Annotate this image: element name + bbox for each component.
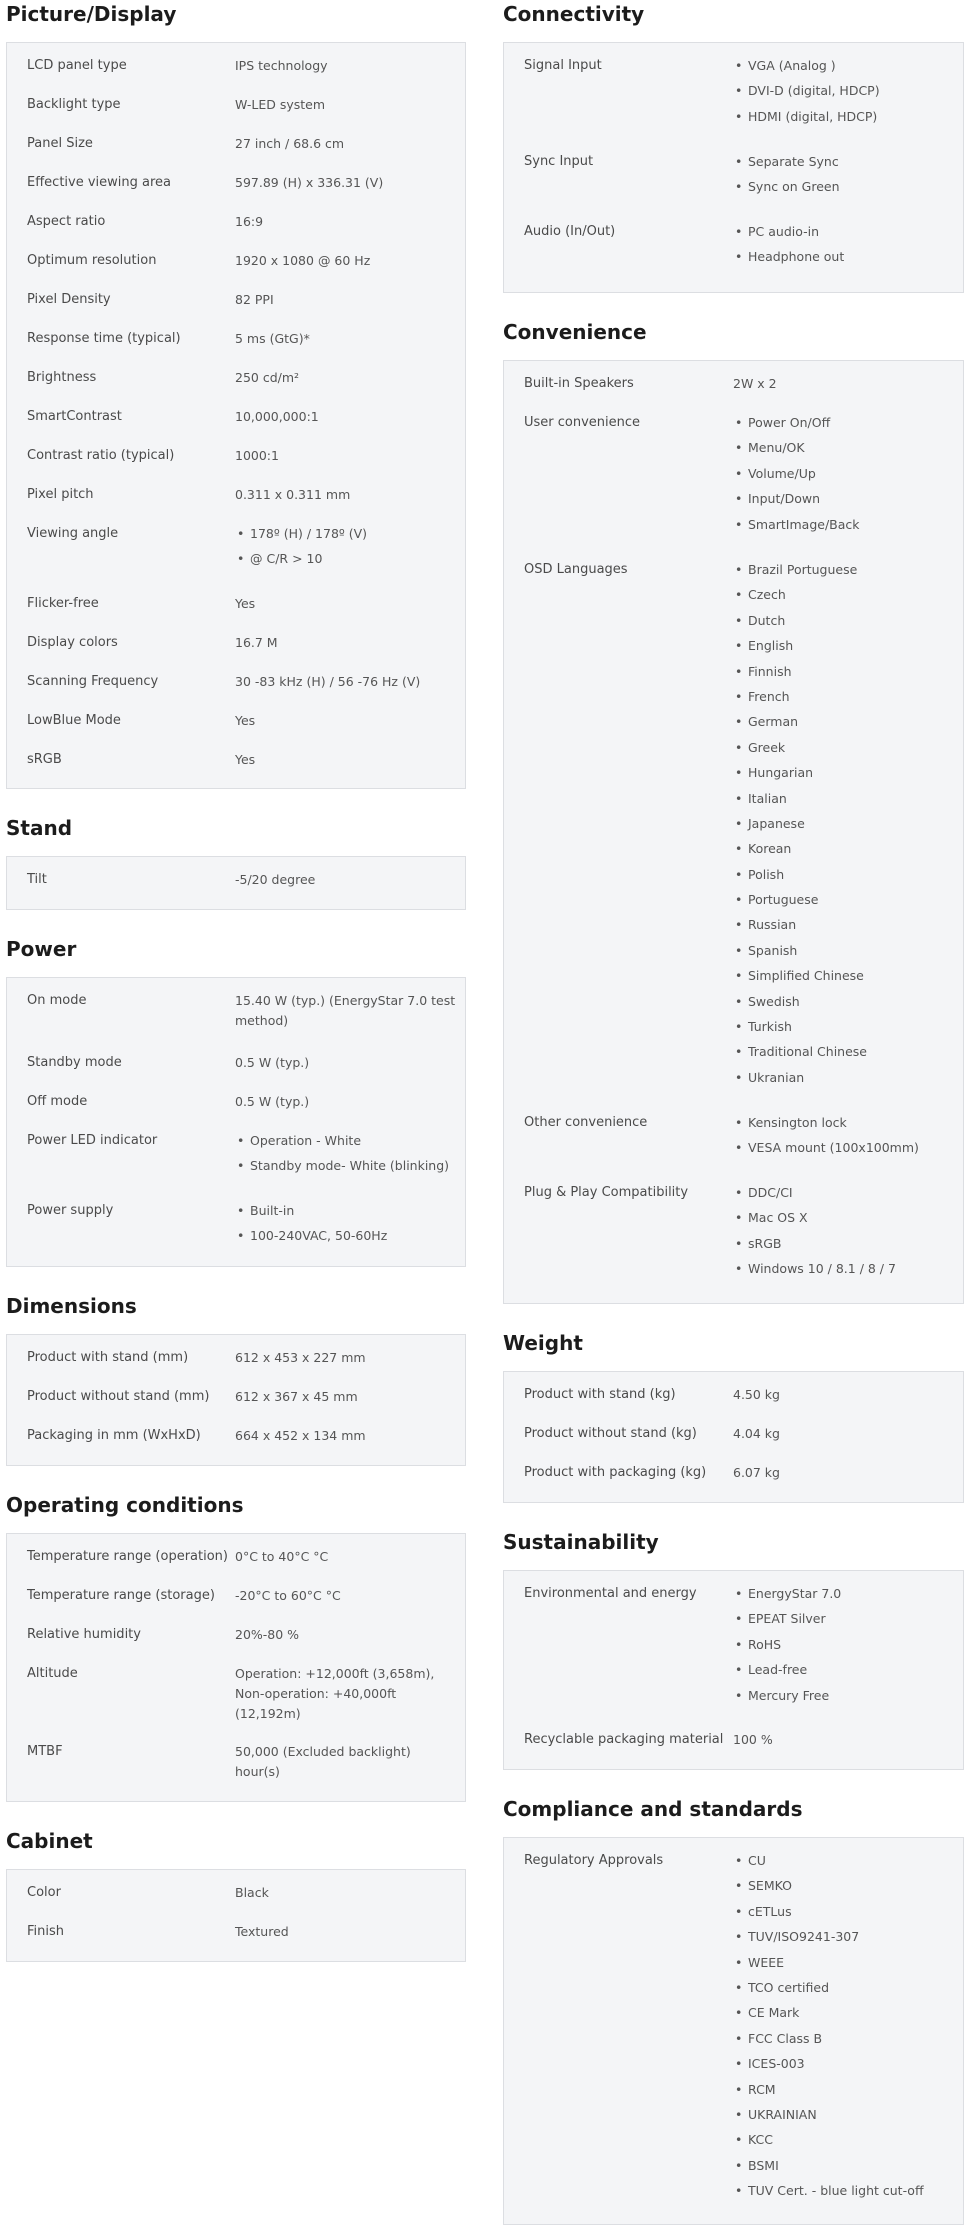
spec-label: Temperature range (operation): [27, 1549, 228, 1564]
spec-value-bullet: • Greek: [733, 738, 955, 763]
spec-label: Built-in Speakers: [524, 376, 634, 391]
spec-value-bullet: • Spanish: [733, 941, 955, 966]
spec-value-bullet: • Ukranian: [733, 1068, 955, 1093]
section-title-dimensions: Dimensions: [6, 1294, 137, 1318]
spec-label: LCD panel type: [27, 58, 127, 73]
spec-label: Flicker-free: [27, 596, 99, 611]
spec-value-text: 16:9: [235, 214, 264, 229]
spec-label: Display colors: [27, 635, 118, 650]
spec-value-bullet: • cETLus: [733, 1902, 955, 1927]
spec-value: [733, 1584, 955, 1711]
spec-value-bullet: • @ C/R > 10: [235, 549, 457, 574]
spec-value: [733, 1463, 955, 1488]
spec-table-dimensions: [6, 1334, 466, 1466]
spec-label: User convenience: [524, 415, 641, 430]
spec-value-bullet: • VGA (Analog ): [733, 56, 955, 81]
spec-value-bullet: • Hungarian: [733, 763, 955, 788]
spec-label: Panel Size: [27, 136, 93, 151]
spec-value: [235, 329, 457, 354]
spec-value: [235, 368, 457, 393]
spec-label: Temperature range (storage): [27, 1588, 215, 1603]
spec-value-bullet: • Kensington lock: [733, 1113, 955, 1138]
spec-value-text: 0°C to 40°C °C: [235, 1549, 329, 1564]
spec-value-bullet: • Input/Down: [733, 489, 955, 514]
spec-value-bullet: • French: [733, 687, 955, 712]
spec-value: [235, 407, 457, 432]
spec-label: Viewing angle: [27, 526, 119, 541]
spec-value: [733, 560, 955, 1093]
spec-value-bullet: • Turkish: [733, 1017, 955, 1042]
spec-value-bullet: • TCO certified: [733, 1978, 955, 2003]
spec-value: [235, 711, 457, 736]
spec-value-bullet: • Czech: [733, 585, 955, 610]
spec-table-compliance: [503, 1837, 964, 2225]
spec-value: [235, 870, 457, 895]
spec-label: Backlight type: [27, 97, 121, 112]
spec-label: Product without stand (mm): [27, 1389, 210, 1404]
spec-value-bullet: • WEEE: [733, 1953, 955, 1978]
spec-value-bullet: • Mac OS X: [733, 1208, 955, 1233]
spec-value: [235, 524, 457, 575]
spec-value-bullet: • RoHS: [733, 1635, 955, 1660]
spec-value-bullet: • Lead-free: [733, 1660, 955, 1685]
spec-value: [235, 134, 457, 159]
spec-value-bullet: • Dutch: [733, 611, 955, 636]
spec-value-bullet: • sRGB: [733, 1234, 955, 1259]
section-title-compliance: Compliance and standards: [503, 1797, 803, 1821]
spec-value-bullet: • HDMI (digital, HDCP): [733, 107, 955, 132]
spec-value-text: 100 %: [733, 1732, 773, 1747]
spec-label: Sync Input: [524, 154, 594, 169]
section-title-sustainability: Sustainability: [503, 1530, 659, 1554]
spec-value-text: 5 ms (GtG)*: [235, 331, 310, 346]
spec-value-bullet: • Headphone out: [733, 247, 955, 272]
spec-value-bullet: • German: [733, 712, 955, 737]
spec-label: Off mode: [27, 1094, 88, 1109]
spec-value-bullet: • Power On/Off: [733, 413, 955, 438]
spec-table-stand: [6, 856, 466, 910]
section-title-operating: Operating conditions: [6, 1493, 244, 1517]
spec-value-bullet: • TUV/ISO9241-307: [733, 1927, 955, 1952]
section-title-weight: Weight: [503, 1331, 583, 1355]
spec-value-text: 250 cd/m²: [235, 370, 300, 385]
spec-value: [733, 1730, 955, 1755]
spec-value: [235, 485, 457, 510]
spec-label: Power supply: [27, 1203, 114, 1218]
spec-label: Pixel pitch: [27, 487, 94, 502]
spec-value-bullet: • Volume/Up: [733, 464, 955, 489]
spec-value-text: -5/20 degree: [235, 872, 316, 887]
spec-label: Pixel Density: [27, 292, 111, 307]
spec-value: [733, 1424, 955, 1449]
spec-label: Altitude: [27, 1666, 78, 1681]
spec-value-bullet: • English: [733, 636, 955, 661]
spec-value-text: 15.40 W (typ.) (EnergyStar 7.0 test method): [235, 993, 456, 1028]
spec-value-text: 0.5 W (typ.): [235, 1094, 310, 1109]
spec-value-bullet: • Italian: [733, 789, 955, 814]
spec-value-bullet: • KCC: [733, 2130, 955, 2155]
spec-value-text: 82 PPI: [235, 292, 274, 307]
spec-value: [733, 413, 955, 540]
spec-value: [733, 222, 955, 273]
spec-value-text: 2W x 2: [733, 376, 777, 391]
spec-label: Relative humidity: [27, 1627, 141, 1642]
section-title-cabinet: Cabinet: [6, 1829, 93, 1853]
spec-value: [235, 1387, 457, 1412]
spec-value-bullet: • DVI-D (digital, HDCP): [733, 81, 955, 106]
spec-value-text: 20%-80 %: [235, 1627, 300, 1642]
spec-value-text: 1000:1: [235, 448, 279, 463]
spec-value-bullet: • RCM: [733, 2080, 955, 2105]
spec-value: [235, 251, 457, 276]
spec-value-text: 0.5 W (typ.): [235, 1055, 310, 1070]
section-title-convenience: Convenience: [503, 320, 647, 344]
spec-value-bullet: • PC audio-in: [733, 222, 955, 247]
spec-value-bullet: • Simplified Chinese: [733, 966, 955, 991]
spec-value-bullet: • Russian: [733, 915, 955, 940]
spec-label: Optimum resolution: [27, 253, 157, 268]
spec-value-bullet: • Mercury Free: [733, 1686, 955, 1711]
spec-value-bullet: • Sync on Green: [733, 177, 955, 202]
spec-label: Brightness: [27, 370, 97, 385]
spec-value: [235, 1922, 457, 1947]
spec-value: [235, 446, 457, 471]
spec-value-text: -20°C to 60°C °C: [235, 1588, 341, 1603]
spec-value-text: W-LED system: [235, 97, 326, 112]
spec-value-bullet: • Windows 10 / 8.1 / 8 / 7: [733, 1259, 955, 1284]
spec-value-text: 10,000,000:1: [235, 409, 319, 424]
spec-value: [733, 56, 955, 132]
spec-label: Standby mode: [27, 1055, 122, 1070]
spec-value-bullet: • DDC/CI: [733, 1183, 955, 1208]
spec-value-text: Textured: [235, 1924, 289, 1939]
spec-value-text: 6.07 kg: [733, 1465, 780, 1480]
spec-value: [235, 173, 457, 198]
section-title-connectivity: Connectivity: [503, 2, 645, 26]
spec-value: [235, 1625, 457, 1650]
spec-table-connectivity: [503, 42, 964, 293]
spec-value-bullet: • CU: [733, 1851, 955, 1876]
section-title-stand: Stand: [6, 816, 73, 840]
spec-value: [235, 1742, 457, 1782]
spec-value: [235, 212, 457, 237]
spec-value-bullet: • SmartImage/Back: [733, 515, 955, 540]
section-title-picture: Picture/Display: [6, 2, 177, 26]
spec-value: [235, 991, 457, 1031]
spec-value: [235, 1426, 457, 1451]
spec-label: MTBF: [27, 1744, 63, 1759]
spec-value-bullet: • Traditional Chinese: [733, 1042, 955, 1067]
spec-table-picture: [6, 42, 466, 789]
spec-value-bullet: • Separate Sync: [733, 152, 955, 177]
spec-value: [733, 1183, 955, 1285]
spec-value-bullet: • Menu/OK: [733, 438, 955, 463]
spec-label: Contrast ratio (typical): [27, 448, 175, 463]
spec-value-bullet: • TUV Cert. - blue light cut-off: [733, 2181, 955, 2206]
spec-value: [733, 1385, 955, 1410]
spec-value-bullet: • Finnish: [733, 662, 955, 687]
spec-value: [733, 1851, 955, 2206]
spec-label: Effective viewing area: [27, 175, 172, 190]
spec-label: Aspect ratio: [27, 214, 106, 229]
spec-value-text: 30 -83 kHz (H) / 56 -76 Hz (V): [235, 674, 421, 689]
spec-value-text: Yes: [235, 713, 256, 728]
spec-value: [235, 1664, 457, 1724]
spec-label: sRGB: [27, 752, 62, 767]
spec-label: Other convenience: [524, 1115, 648, 1130]
spec-label: Tilt: [27, 872, 47, 887]
spec-value-bullet: • 178º (H) / 178º (V): [235, 524, 457, 549]
spec-value-bullet: • UKRAINIAN: [733, 2105, 955, 2130]
spec-label: Regulatory Approvals: [524, 1853, 664, 1868]
spec-value-text: IPS technology: [235, 58, 328, 73]
spec-value: [235, 1053, 457, 1078]
spec-value-text: Black: [235, 1885, 269, 1900]
spec-value-bullet: • VESA mount (100x100mm): [733, 1138, 955, 1163]
section-title-power: Power: [6, 937, 77, 961]
spec-value-bullet: • FCC Class B: [733, 2029, 955, 2054]
spec-value-text: Operation: +12,000ft (3,658m), Non-operation: +40,000ft (12,192m): [235, 1666, 435, 1721]
spec-label: Product with stand (mm): [27, 1350, 189, 1365]
spec-table-convenience: [503, 360, 964, 1304]
spec-table-cabinet: [6, 1869, 466, 1962]
spec-value-bullet: • Built-in: [235, 1201, 457, 1226]
spec-label: SmartContrast: [27, 409, 122, 424]
spec-value: [235, 1547, 457, 1572]
spec-label: Plug & Play Compatibility: [524, 1185, 689, 1200]
spec-value: [733, 1113, 955, 1164]
spec-label: Packaging in mm (WxHxD): [27, 1428, 201, 1443]
spec-value: [235, 290, 457, 315]
spec-value: [235, 672, 457, 697]
spec-table-operating: [6, 1533, 466, 1802]
spec-value-bullet: • CE Mark: [733, 2003, 955, 2028]
spec-value-text: 0.311 x 0.311 mm: [235, 487, 351, 502]
spec-value: [235, 1131, 457, 1182]
spec-value-text: 664 x 452 x 134 mm: [235, 1428, 366, 1443]
spec-value-text: 1920 x 1080 @ 60 Hz: [235, 253, 371, 268]
spec-table-power: [6, 977, 466, 1267]
spec-value: [235, 594, 457, 619]
spec-value-text: Yes: [235, 596, 256, 611]
spec-label: Color: [27, 1885, 61, 1900]
spec-value-bullet: • Brazil Portuguese: [733, 560, 955, 585]
spec-value-bullet: • EnergyStar 7.0: [733, 1584, 955, 1609]
spec-value: [235, 56, 457, 81]
spec-value-bullet: • Portuguese: [733, 890, 955, 915]
spec-value-text: 597.89 (H) x 336.31 (V): [235, 175, 384, 190]
spec-value: [235, 1201, 457, 1252]
spec-value: [235, 1348, 457, 1373]
spec-value: [235, 1092, 457, 1117]
spec-value-bullet: • EPEAT Silver: [733, 1609, 955, 1634]
spec-value: [235, 95, 457, 120]
spec-label: OSD Languages: [524, 562, 628, 577]
spec-value-bullet: • Standby mode- White (blinking): [235, 1156, 457, 1181]
spec-value: [733, 152, 955, 203]
spec-label: Audio (In/Out): [524, 224, 616, 239]
spec-label: Recyclable packaging material: [524, 1732, 724, 1747]
spec-label: Finish: [27, 1924, 65, 1939]
spec-value: [235, 1586, 457, 1611]
spec-value-text: 4.50 kg: [733, 1387, 780, 1402]
spec-value-bullet: • BSMI: [733, 2156, 955, 2181]
spec-value: [235, 1883, 457, 1908]
spec-value-bullet: • Korean: [733, 839, 955, 864]
spec-label: Product without stand (kg): [524, 1426, 697, 1441]
spec-value-text: 612 x 367 x 45 mm: [235, 1389, 358, 1404]
spec-value-bullet: • Swedish: [733, 992, 955, 1017]
spec-value-text: 4.04 kg: [733, 1426, 780, 1441]
spec-value-text: Yes: [235, 752, 256, 767]
spec-label: Product with packaging (kg): [524, 1465, 707, 1480]
spec-label: Product with stand (kg): [524, 1387, 676, 1402]
spec-label: Scanning Frequency: [27, 674, 159, 689]
spec-table-weight: [503, 1371, 964, 1503]
spec-label: LowBlue Mode: [27, 713, 121, 728]
spec-table-sustainability: [503, 1570, 964, 1770]
spec-label: Response time (typical): [27, 331, 181, 346]
spec-label: Signal Input: [524, 58, 602, 73]
spec-value-bullet: • SEMKO: [733, 1876, 955, 1901]
spec-label: Environmental and energy: [524, 1586, 697, 1601]
spec-label: On mode: [27, 993, 87, 1008]
spec-value-bullet: • Japanese: [733, 814, 955, 839]
spec-value-bullet: • Operation - White: [235, 1131, 457, 1156]
spec-value-text: 16.7 M: [235, 635, 278, 650]
spec-label: Power LED indicator: [27, 1133, 158, 1148]
spec-value-bullet: • 100-240VAC, 50-60Hz: [235, 1226, 457, 1251]
spec-value: [235, 750, 457, 775]
spec-value-text: 27 inch / 68.6 cm: [235, 136, 345, 151]
spec-value-text: 612 x 453 x 227 mm: [235, 1350, 366, 1365]
spec-value: [733, 374, 955, 399]
spec-value: [235, 633, 457, 658]
spec-value-bullet: • ICES-003: [733, 2054, 955, 2079]
spec-value-text: 50,000 (Excluded backlight) hour(s): [235, 1744, 411, 1779]
spec-value-bullet: • Polish: [733, 865, 955, 890]
